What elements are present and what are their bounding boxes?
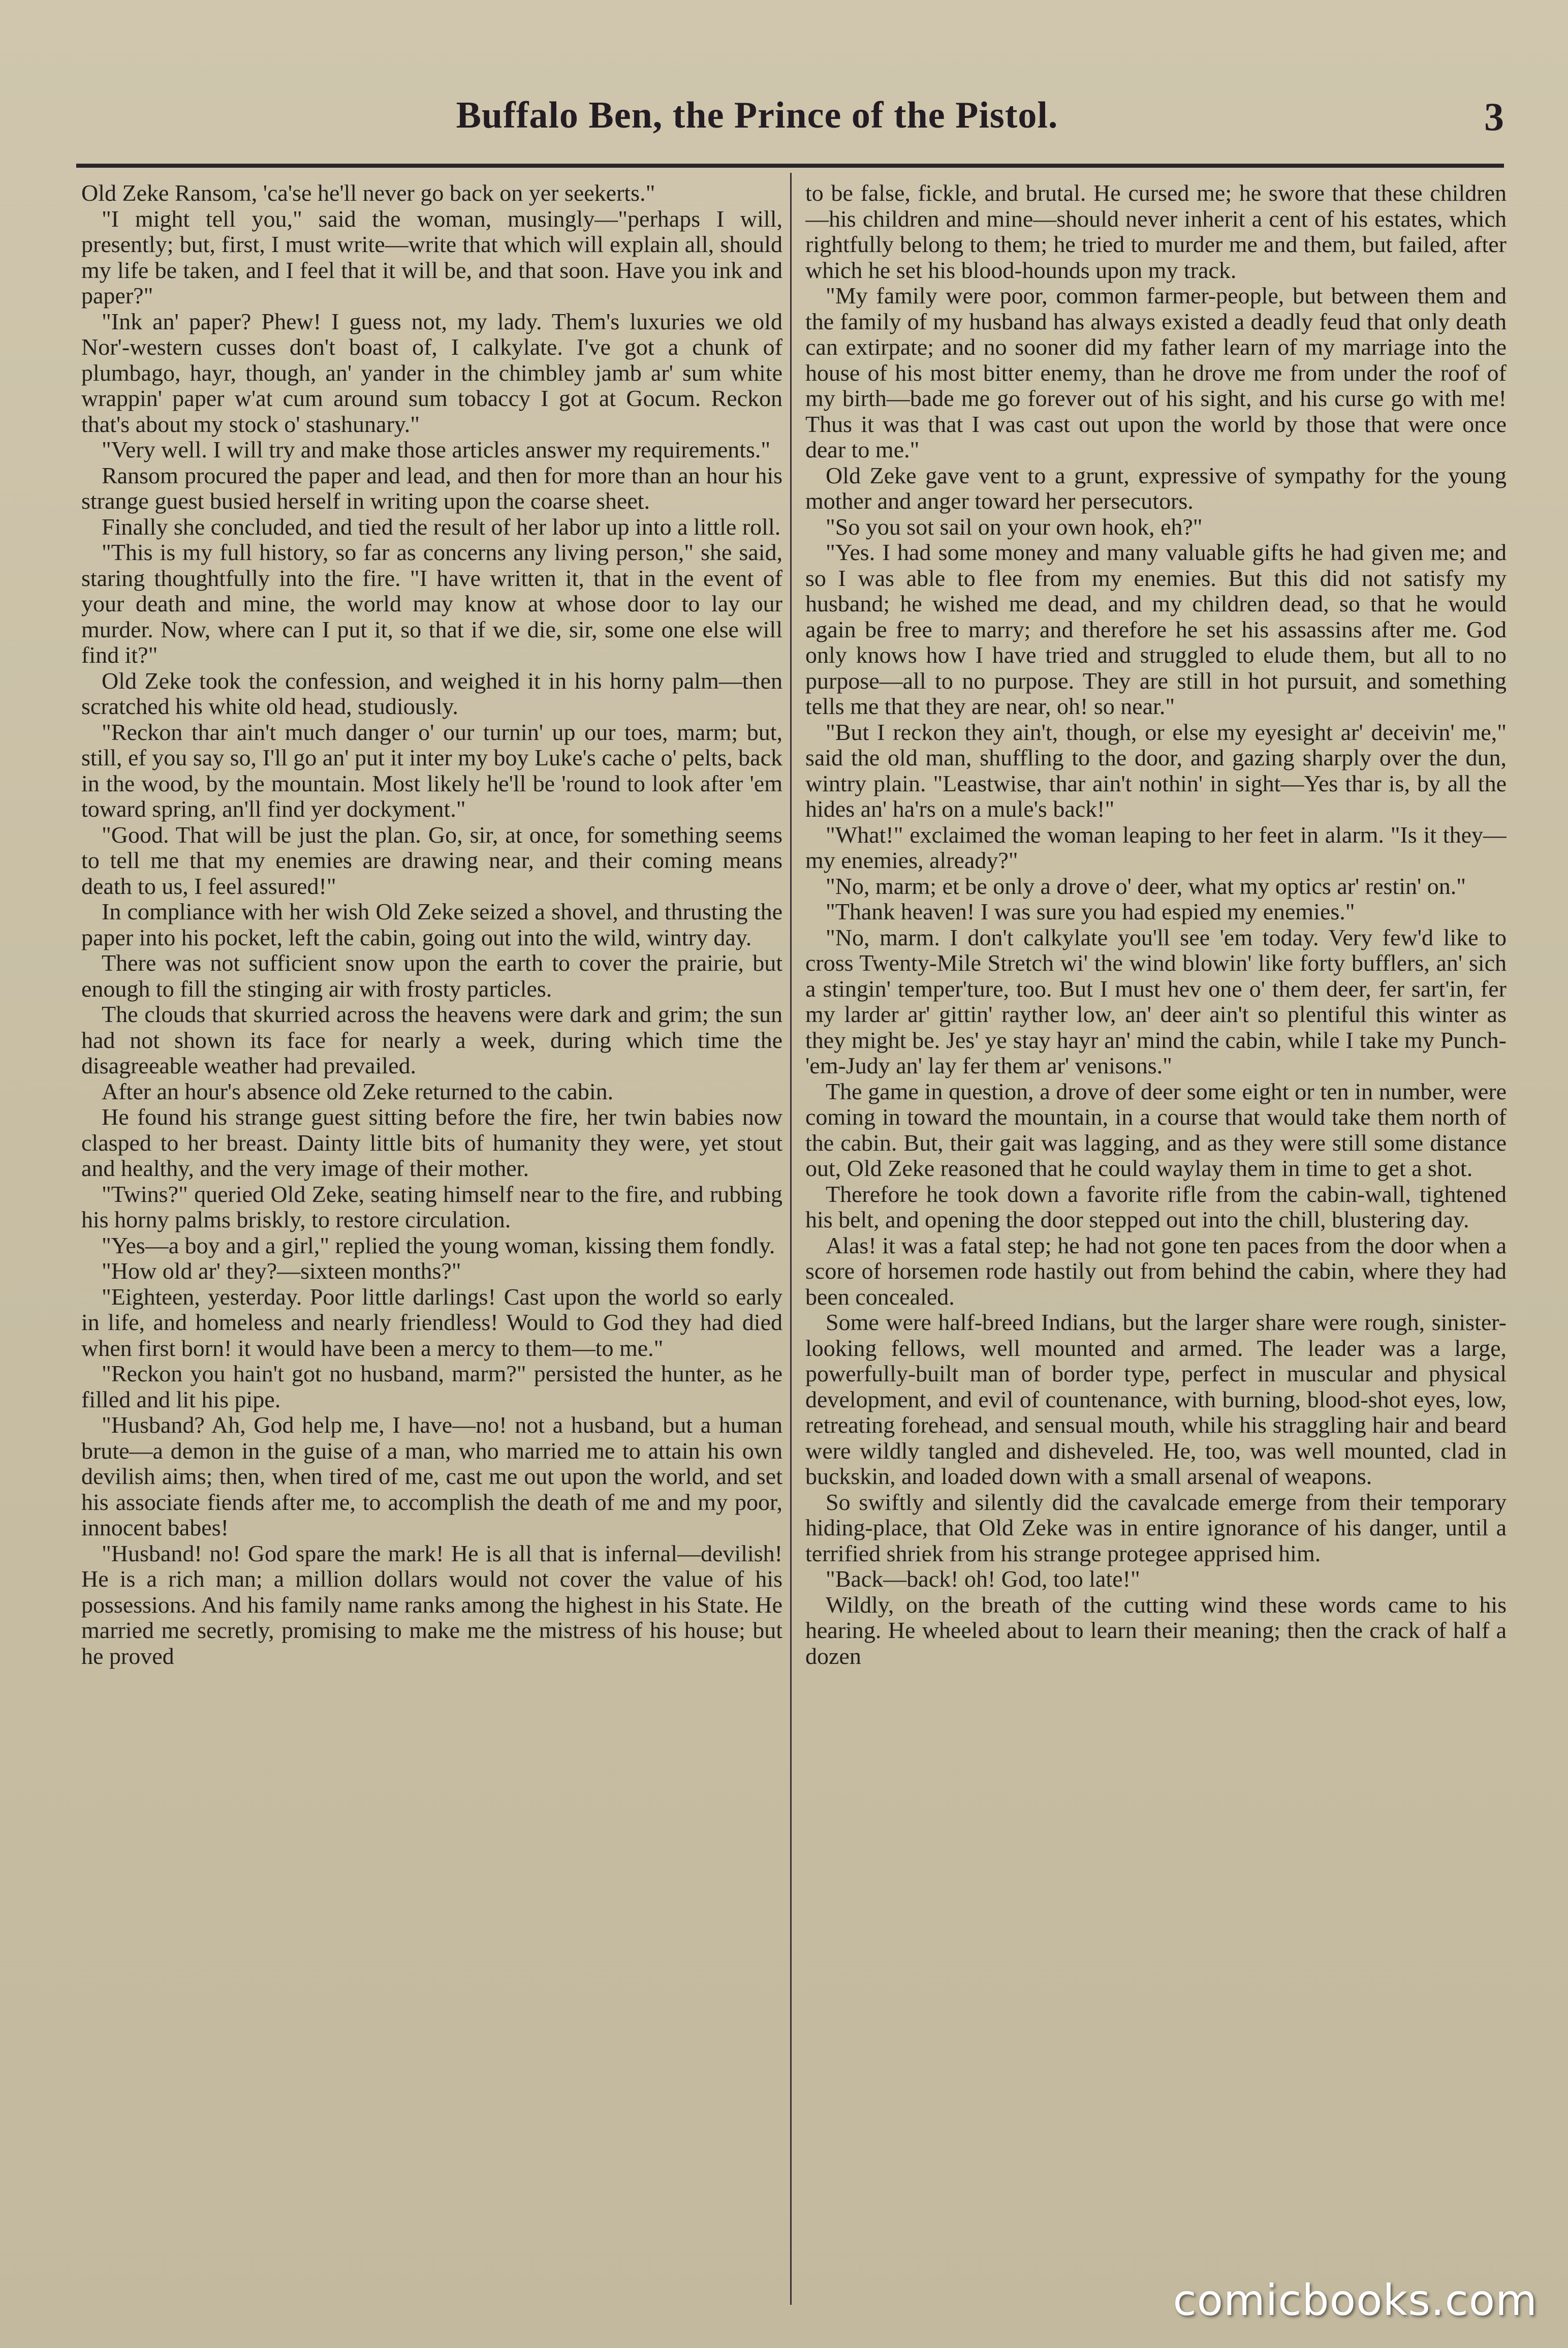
paragraph: Some were half-breed Indians, but the larger share were rough, sinister-looking fellows, well mounted and armed. The leader was a large, powerfully-built man of border type, perfect in muscular and physical development, and evil of countenance, with burning, blood-shot eyes, low, retreating forehead, and sensual mouth, while his straggling hair and beard were wildly tangled and disheveled. He, too, was well mounted, clad in buckskin, and loaded down with a small arsenal of weapons. xyxy=(805,1309,1507,1489)
paragraph: "This is my full history, so far as concerns any living person," she said, staring thoughtfully into the fire. "I have written it, that in the event of your death and mine, the world may know at whose door to lay our murder. Now, where can I put it, so that if we die, sir, some one else will find it?" xyxy=(81,539,782,668)
paragraph: Finally she concluded, and tied the result of her labor up into a little roll. xyxy=(102,513,781,540)
paragraph: "Thank heaven! I was sure you had espied my enemies." xyxy=(826,899,1355,924)
paragraph: "But I reckon they ain't, though, or else my eyesight ar' deceivin' me," said the old man, shuffling to the door, and gazing sharply over the dun, wintry plain. "Leastwise, thar ain't nothin' in sight—Yes thar is, by all the hides an' ha'rs on a mule's back!" xyxy=(805,719,1507,822)
paragraph: "Very well. I will try and make those articles answer my requirements." xyxy=(102,437,771,462)
left-column xyxy=(81,180,782,2302)
paragraph: "Eighteen, yesterday. Poor little darlings! Cast upon the world so early in life, and homeless and nearly friendless! Would to God they had died when first born! it would have been a mercy to them—to me." xyxy=(81,1283,782,1361)
paragraph: Ransom procured the paper and lead, and then for more than an hour his strange guest busied herself in writing upon the coarse sheet. xyxy=(81,462,782,514)
paragraph: to be false, fickle, and brutal. He cursed me; he swore that these children—his children and mine—should never inherit a cent of his estates, which rightfully belong to them; he tried to murder me and them, but failed, after which he set his blood-hounds upon my track. xyxy=(805,180,1507,283)
paragraph: Therefore he took down a favorite rifle from the cabin-wall, tightened his belt, and opening the door stepped out into the chill, blustering day. xyxy=(805,1181,1507,1232)
paragraph: In compliance with her wish Old Zeke seized a shovel, and thrusting the paper into his pocket, left the cabin, going out into the wild, wintry day. xyxy=(81,899,782,950)
paragraph: "Twins?" queried Old Zeke, seating himself near to the fire, and rubbing his horny palms briskly, to restore circulation. xyxy=(81,1181,782,1232)
paragraph: Alas! it was a fatal step; he had not gone ten paces from the door when a score of horsemen rode hastily out from behind the cabin, where they had been concealed. xyxy=(805,1232,1507,1310)
paragraph: "Husband! no! God spare the mark! He is all that is infernal—devilish! He is a rich man; a million dollars would not cover the value of his possessions. And his family name ranks among the highest in his State. He married me secretly, promising to make me the mistress of his house; but he proved xyxy=(81,1540,782,1669)
paragraph: The game in question, a drove of deer some eight or ten in number, were coming in toward the mountain, in a course that would take them north of the cabin. But, their gait was lagging, and as they were still some distance out, Old Zeke reasoned that he could waylay them in time to get a shot. xyxy=(805,1078,1507,1181)
paragraph: "My family were poor, common farmer-people, but between them and the family of my husband has always existed a deadly feud that only death can extirpate; and no sooner did my father learn of my marriage into the house of his most bitter enemy, than he drove me from under the roof of my birth—bade me go forever out of his sight, and his curse go with me! Thus it was that I was cast out upon the world by those that were once dear to me." xyxy=(805,283,1507,462)
paragraph: Old Zeke gave vent to a grunt, expressive of sympathy for the young mother and anger toward her persecutors. xyxy=(805,462,1507,514)
paragraph: "Yes. I had some money and many valuable gifts he had given me; and so I was able to flee from my enemies. But this did not satisfy my husband; he wished me dead, and my children dead, so that he would again be free to marry; and therefore he set his assassins after me. God only knows how I have tried and struggled to elude them, but all to no purpose—all to no purpose. They are still in hot pursuit, and something tells me that they are near, oh! so near." xyxy=(805,539,1507,719)
paragraph: "Good. That will be just the plan. Go, sir, at once, for something seems to tell me that my enemies are drawing near, and their coming means death to us, I feel assured!" xyxy=(81,821,782,899)
paragraph: "I might tell you," said the woman, musingly—"perhaps I will, presently; but, first, I must write—write that which will explain all, should my life be taken, and I feel that it will be, and that soon. Have you ink and paper?" xyxy=(81,205,782,308)
paragraph: Old Zeke Ransom, 'ca'se he'll never go back on yer seekerts." xyxy=(81,180,655,206)
paragraph: There was not sufficient snow upon the earth to cover the prairie, but enough to fill the stinging air with frosty particles. xyxy=(81,950,782,1002)
paragraph: "Reckon you hain't got no husband, marm?" persisted the hunter, as he filled and lit his pipe. xyxy=(81,1361,782,1412)
header-rule xyxy=(76,164,1504,168)
paragraph: After an hour's absence old Zeke returned to the cabin. xyxy=(102,1078,614,1104)
paragraph: "Husband? Ah, God help me, I have—no! not a husband, but a human brute—a demon in the guise of a man, who married me to attain his own devilish aims; then, when tired of me, cast me out upon the world, and set his associate fiends after me, to accomplish the death of me and my poor, innocent babes! xyxy=(81,1412,782,1540)
paragraph: He found his strange guest sitting before the fire, her twin babies now clasped to her breast. Dainty little bits of humanity they were, yet stout and healthy, and the very image of their mother. xyxy=(81,1104,782,1181)
paragraph: "Back—back! oh! God, too late!" xyxy=(826,1566,1140,1592)
paragraph: "What!" exclaimed the woman leaping to her feet in alarm. "Is it they—my enemies, already?" xyxy=(805,821,1507,873)
paragraph: "Yes—a boy and a girl," replied the young woman, kissing them fondly. xyxy=(102,1232,775,1258)
paragraph: "No, marm. I don't calkylate you'll see 'em today. Very few'd like to cross Twenty-Mile Stretch wi' the wind blowin' like forty bufflers, an' sich a stingin' temper'ture, too. But I must hev one o' them deer, fer sart'in, fer my larder ar' gittin' rayther low, an' deer ain't so plentiful this winter as they might be. Jes' ye stay hayr an' mind the cabin, while I take my Punch-'em-Judy an' lay fer them ar' venisons." xyxy=(805,924,1507,1078)
page-number: 3 xyxy=(1484,95,1504,139)
paragraph: "How old ar' they?—sixteen months?" xyxy=(102,1258,461,1284)
paragraph: "Ink an' paper? Phew! I guess not, my lady. Them's luxuries we old Nor'-western cusses don't boast of, I calkylate. I've got a chunk of plumbago, hayr, though, an' yander in the chimbley jamb ar' sum white wrappin' paper w'at cum around sum tobaccy I got at Gocum. Reckon that's about my stock o' stashunary." xyxy=(81,308,782,437)
paragraph: "So you sot sail on your own hook, eh?" xyxy=(826,513,1203,540)
watermark-text: comicbooks.com xyxy=(1173,2275,1538,2325)
column-divider xyxy=(790,173,792,2305)
paragraph: So swiftly and silently did the cavalcade emerge from their temporary hiding-place, that Old Zeke was in entire ignorance of his danger, until a terrified shriek from his strange protegee apprised him. xyxy=(805,1489,1507,1566)
paragraph: The clouds that skurried across the heavens were dark and grim; the sun had not shown its face for nearly a week, during which time the disagreeable weather had prevailed. xyxy=(81,1001,782,1078)
page-title: Buffalo Ben, the Prince of the Pistol. xyxy=(456,95,1058,136)
running-header xyxy=(76,94,1504,150)
paragraph: "No, marm; et be only a drove o' deer, what my optics ar' restin' on." xyxy=(826,873,1466,899)
paragraph: Old Zeke took the confession, and weighed it in his horny palm—then scratched his white old head, studiously. xyxy=(81,667,782,719)
paragraph: "Reckon thar ain't much danger o' our turnin' up our toes, marm; but, still, ef you say so, I'll go an' put it inter my boy Luke's cache o' pelts, back in the wood, by the mountain. Most likely he'll be 'round to look after 'em toward spring, an'll find yer dockyment." xyxy=(81,719,782,822)
right-column xyxy=(805,180,1507,2302)
paragraph: Wildly, on the breath of the cutting wind these words came to his hearing. He wheeled about to learn their meaning; then the crack of half a dozen xyxy=(805,1591,1507,1669)
